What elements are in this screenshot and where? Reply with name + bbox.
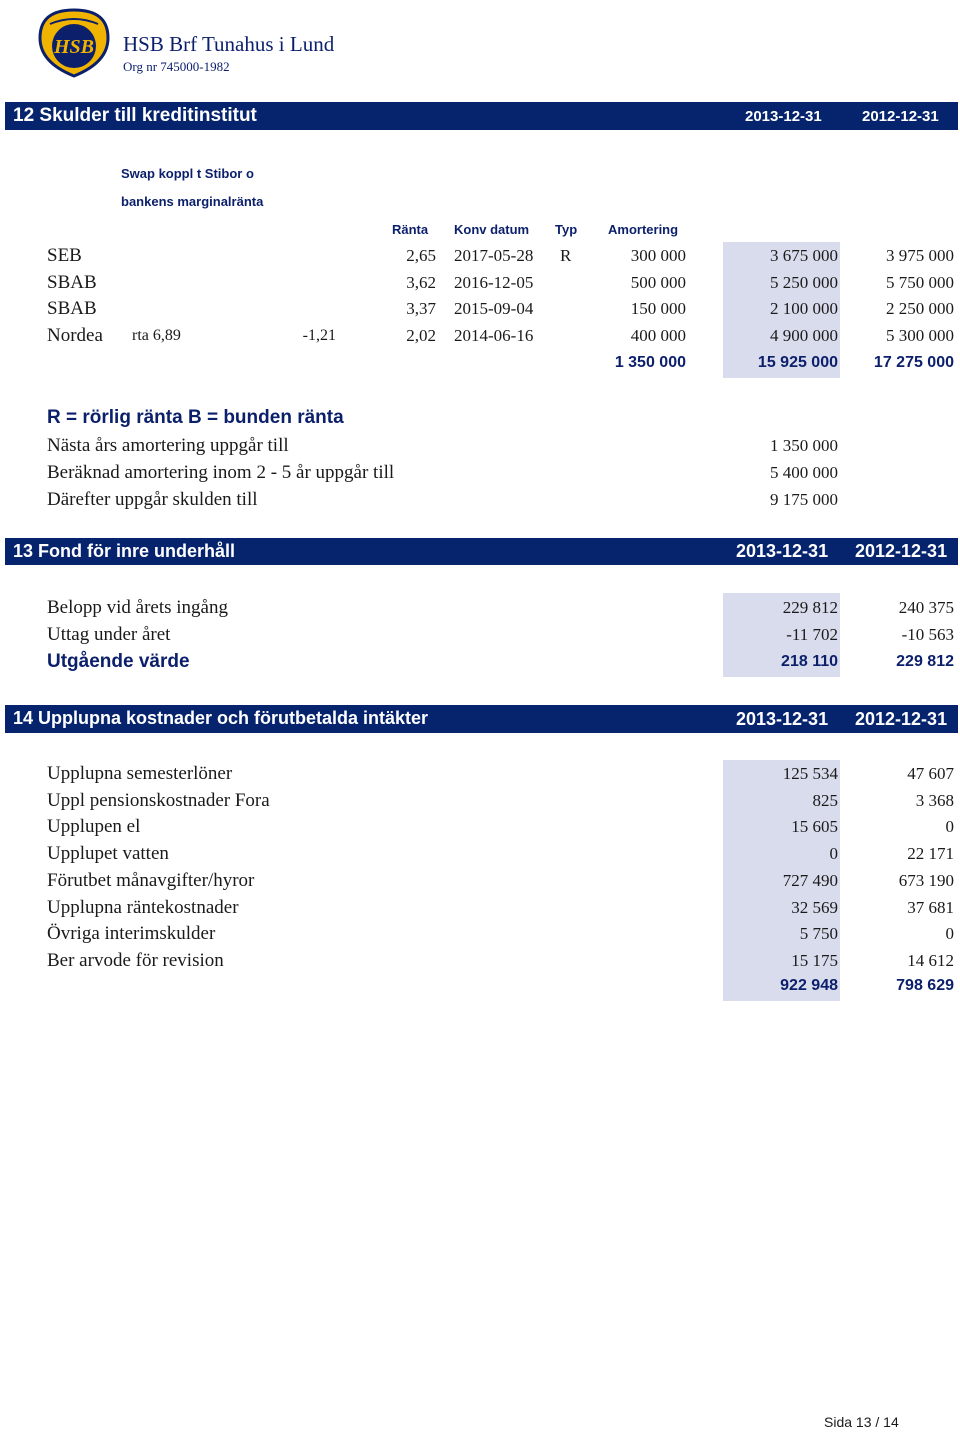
note13-col2: 2012-12-31 <box>855 541 948 561</box>
accrual-value-2013: 0 <box>829 844 838 863</box>
accrual-value-2012: 3 368 <box>915 791 954 810</box>
accrual-value-2013: 32 569 <box>791 898 838 917</box>
loan-amortering: 400 000 <box>630 326 686 345</box>
accrual-value-2013: 727 490 <box>782 871 838 890</box>
page-number: Sida 13 / 14 <box>824 1414 899 1430</box>
total-2012: 17 275 000 <box>873 354 954 371</box>
note13-heading: 13 Fond för inre underhåll <box>13 541 236 561</box>
fund-value-2013: -11 702 <box>786 625 838 644</box>
amortization-info-value: 5 400 000 <box>770 463 838 482</box>
note12-col2: 2012-12-31 <box>862 108 939 125</box>
note14-heading: 14 Upplupna kostnader och förutbetalda intäkter <box>13 708 429 728</box>
accrual-value-2012: 47 607 <box>907 764 954 783</box>
loan-value-2013: 5 250 000 <box>770 273 838 292</box>
swap-note-line1: Swap koppl t Stibor o <box>121 166 254 181</box>
amortization-info-label: Nästa års amortering uppgår till <box>47 435 289 456</box>
loan-konv-datum: 2016-12-05 <box>454 273 534 292</box>
total-amortering: 1 350 000 <box>614 354 686 371</box>
accrual-value-2013: 15 175 <box>791 951 838 970</box>
association-title: HSB Brf Tunahus i Lund <box>123 32 335 56</box>
col-header-ranta: Ränta <box>392 222 429 237</box>
accrual-value-2012: 0 <box>945 924 954 943</box>
fund-row-label: Uttag under året <box>47 624 171 645</box>
loan-value-2012: 5 750 000 <box>886 273 954 292</box>
loan-amortering: 300 000 <box>630 246 686 265</box>
col-header-typ: Typ <box>555 222 578 237</box>
amortization-info-value: 1 350 000 <box>770 436 838 455</box>
accrual-value-2013: 5 750 <box>799 924 838 943</box>
accrual-value-2012: 22 171 <box>907 844 954 863</box>
loan-bank-name: SBAB <box>47 272 97 293</box>
fund-value-2013: 229 812 <box>782 598 838 617</box>
accrual-value-2013: 125 534 <box>782 764 838 783</box>
note12-col1: 2013-12-31 <box>745 108 822 125</box>
note12-header-bar <box>5 102 958 130</box>
amortization-info-value: 9 175 000 <box>770 490 838 509</box>
amortization-info-label: Därefter uppgår skulden till <box>47 489 258 510</box>
note14-col2: 2012-12-31 <box>855 709 948 729</box>
accrual-row-label: Upplupna räntekostnader <box>47 897 239 918</box>
fund-total-2012: 229 812 <box>896 653 954 670</box>
accrual-row-label: Uppl pensionskostnader Fora <box>47 790 270 811</box>
loan-bank-name: Nordea <box>47 325 103 346</box>
accrual-total-2012: 798 629 <box>896 977 954 994</box>
accrual-row-label: Upplupet vatten <box>47 843 169 864</box>
note14-col1: 2013-12-31 <box>736 709 829 729</box>
accrual-row-label: Förutbet månavgifter/hyror <box>47 870 255 891</box>
accrual-value-2012: 37 681 <box>907 898 954 917</box>
col-header-konv-datum: Konv datum <box>454 222 530 237</box>
loan-amortering: 500 000 <box>630 273 686 292</box>
accrual-value-2012: 14 612 <box>907 951 954 970</box>
note12-heading: 12 Skulder till kreditinstitut <box>13 105 257 126</box>
loan-typ: R <box>560 246 572 265</box>
loan-value-2013: 4 900 000 <box>770 326 838 345</box>
loan-ranta: 3,37 <box>406 299 436 318</box>
loan-value-2012: 5 300 000 <box>886 326 954 345</box>
fund-value-2012: -10 563 <box>901 625 954 644</box>
loan-konv-datum: 2014-06-16 <box>454 326 534 345</box>
rate-legend: R = rörlig ränta B = bunden ränta <box>47 407 344 428</box>
loan-extra-rate: rta 6,89 <box>132 327 181 344</box>
accrual-value-2013: 15 605 <box>791 817 838 836</box>
accrual-row-label: Övriga interimskulder <box>47 923 216 944</box>
note13-header-bar <box>5 538 958 565</box>
accrual-value-2012: 0 <box>945 817 954 836</box>
col-header-amortering: Amortering <box>608 222 679 237</box>
accrual-value-2012: 673 190 <box>898 871 954 890</box>
hsb-logo <box>36 8 112 78</box>
fund-value-2012: 240 375 <box>898 598 954 617</box>
accrual-total-2013: 922 948 <box>780 977 838 994</box>
loan-konv-datum: 2015-09-04 <box>454 299 534 318</box>
loan-bank-name: SEB <box>47 245 82 266</box>
accrual-row-label: Upplupna semesterlöner <box>47 763 233 784</box>
org-number: Org nr 745000-1982 <box>123 59 230 74</box>
loan-bank-name: SBAB <box>47 298 97 319</box>
accrual-value-2013: 825 <box>812 791 838 810</box>
loan-value-2012: 2 250 000 <box>886 299 954 318</box>
note13-col1: 2013-12-31 <box>736 541 829 561</box>
fund-total-2013: 218 110 <box>781 653 838 670</box>
loan-ranta: 2,65 <box>406 246 436 265</box>
loan-extra-adjust: -1,21 <box>302 327 336 344</box>
swap-note-line2: bankens marginalränta <box>121 194 264 209</box>
note14-header-bar <box>5 705 958 733</box>
accrual-row-label: Ber arvode för revision <box>47 950 224 971</box>
fund-row-label: Belopp vid årets ingång <box>47 597 228 618</box>
logo-text: HSB <box>53 36 95 58</box>
loan-value-2013: 2 100 000 <box>770 299 838 318</box>
fund-total-label: Utgående värde <box>47 651 190 672</box>
loan-ranta: 3,62 <box>406 273 436 292</box>
loan-value-2013: 3 675 000 <box>770 246 838 265</box>
amortization-info-label: Beräknad amortering inom 2 - 5 år uppgår till <box>47 462 395 483</box>
loan-value-2012: 3 975 000 <box>886 246 954 265</box>
accrual-row-label: Upplupen el <box>47 816 141 837</box>
loan-ranta: 2,02 <box>406 326 436 345</box>
total-2013: 15 925 000 <box>757 354 838 371</box>
loan-konv-datum: 2017-05-28 <box>454 246 534 265</box>
loan-amortering: 150 000 <box>630 299 686 318</box>
